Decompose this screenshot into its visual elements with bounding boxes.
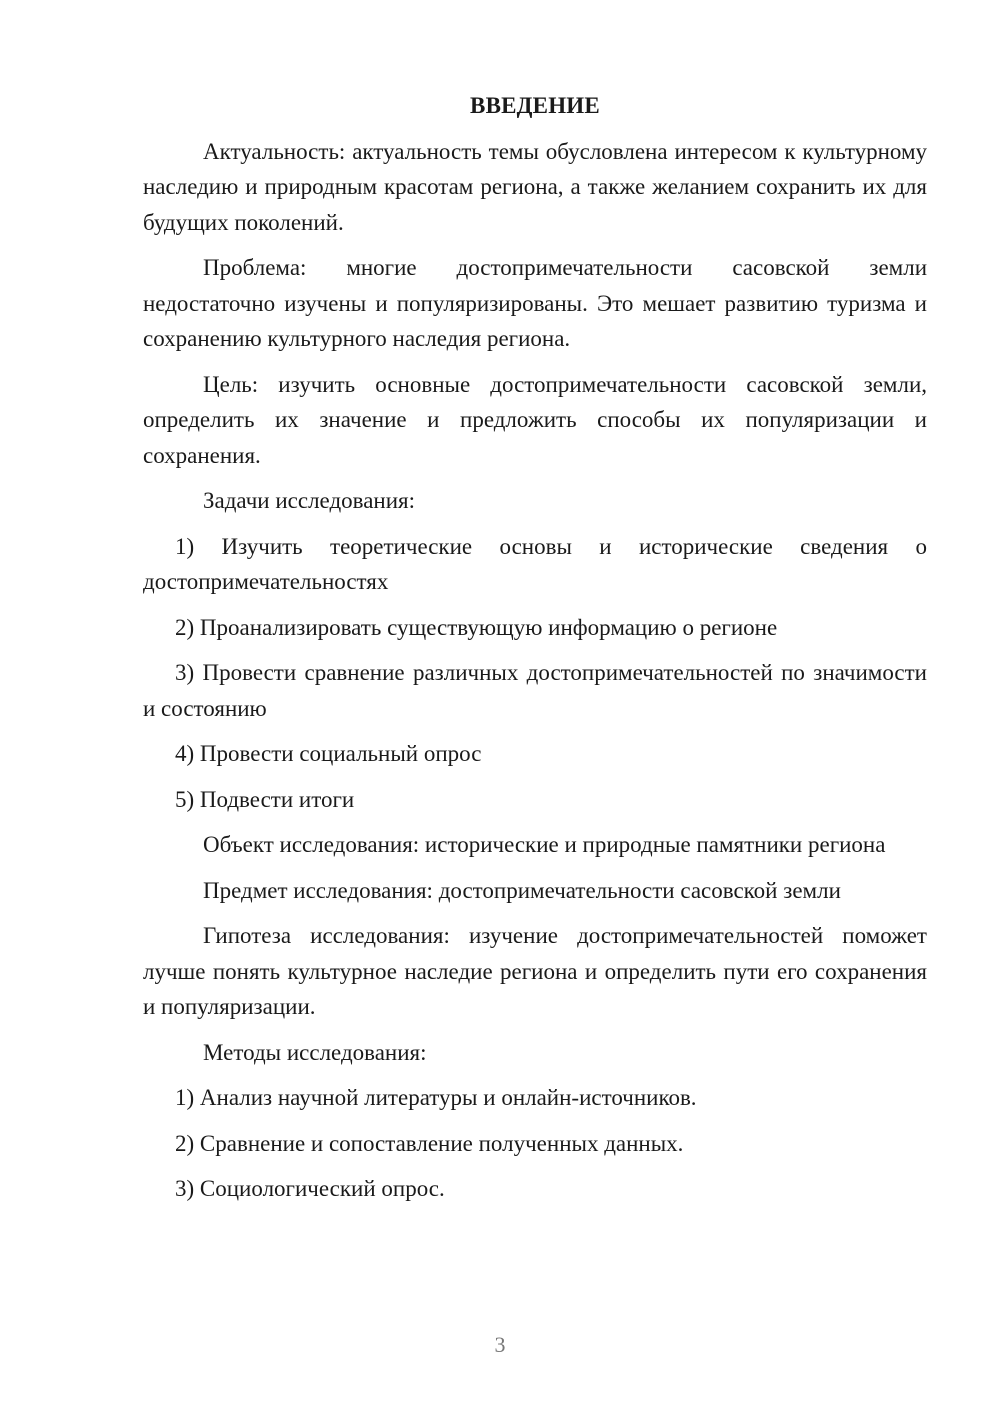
methods-heading: Методы исследования: — [203, 1039, 427, 1065]
method-item: 3) Социологический опрос. — [175, 1176, 445, 1201]
hypothesis-paragraph: Гипотеза исследования: изучение достопримечательностей поможет лучше понять культурное наследие региона и определить пути его сохранения и популяризации. — [143, 923, 927, 1019]
document-page — [143, 88, 927, 1217]
relevance-paragraph: Актуальность: актуальность темы обусловлена интересом к культурному наследию и природным красотам региона, а также желанием сохранить их для будущих поколений. — [143, 138, 927, 235]
object-paragraph: Объект исследования: исторические и природные памятники региона — [203, 832, 886, 857]
tasks-heading: Задачи исследования: — [203, 488, 416, 513]
task-item: 5) Подвести итоги — [175, 786, 355, 812]
method-item: 1) Анализ научной литературы и онлайн-источников. — [175, 1085, 697, 1110]
task-item: 1) Изучить теоретические основы и исторические сведения о достопримечательностях — [143, 533, 927, 594]
task-item: 2) Проанализировать существующую информацию о регионе — [175, 614, 778, 640]
problem-paragraph: Проблема: многие достопримечательности сасовской земли недостаточно изучены и популяризированы. Это мешает развитию туризма и сохранению культурного наследия региона. — [143, 255, 927, 351]
task-item: 3) Провести сравнение различных достопримечательностей по значимости и состоянию — [143, 660, 927, 721]
task-item: 4) Провести социальный опрос — [175, 741, 482, 766]
method-item: 2) Сравнение и сопоставление полученных данных. — [175, 1130, 684, 1156]
subject-paragraph: Предмет исследования: достопримечательности сасовской земли — [203, 877, 841, 903]
goal-paragraph: Цель: изучить основные достопримечательности сасовской земли, определить их значение и предложить способы их популяризации и сохранения. — [143, 371, 927, 468]
document-title: ВВЕДЕНИЕ — [470, 93, 600, 118]
page-number: 3 — [494, 1332, 506, 1357]
